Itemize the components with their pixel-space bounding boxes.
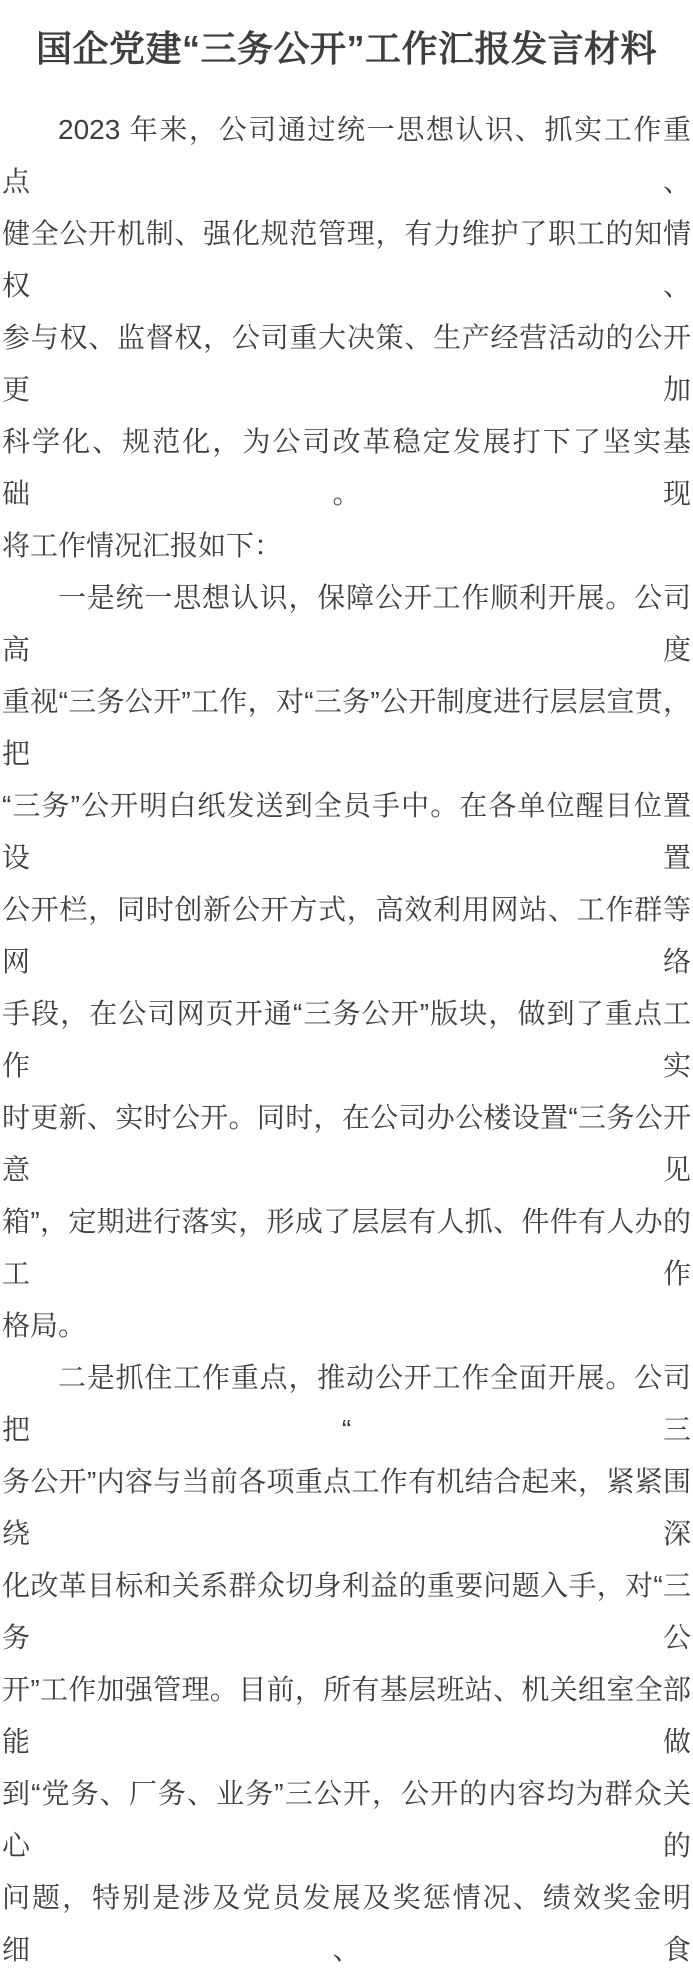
text-line: 务公开”内容与当前各项重点工作有机结合起来，紧紧围绕深 (2, 1466, 691, 1549)
text-line: 箱”，定期进行落实，形成了层层有人抓、件件有人办的工作 (2, 1206, 691, 1289)
text-line: 时更新、实时公开。同时，在公司办公楼设置“三务公开意见 (2, 1102, 691, 1185)
text-line: 到“党务、厂务、业务”三公开，公开的内容均为群众关心的 (2, 1778, 691, 1861)
paragraph (2, 572, 691, 1352)
text-line: 参与权、监督权，公司重大决策、生产经营活动的公开更加 (2, 322, 691, 405)
text-line: 2023 年来，公司通过统一思想认识、抓实工作重点、 (2, 114, 691, 197)
text-line: 手段，在公司网页开通“三务公开”版块，做到了重点工作实 (2, 998, 691, 1081)
text-line: 一是统一思想认识，保障公开工作顺利开展。公司高度 (2, 582, 691, 665)
text-line: 将工作情况汇报如下： (2, 530, 283, 561)
text-line: 开”工作加强管理。目前，所有基层班站、机关组室全部能做 (2, 1674, 691, 1757)
paragraph (2, 1352, 691, 1976)
text-line: 格局。 (2, 1310, 87, 1341)
text-line: 科学化、规范化，为公司改革稳定发展打下了坚实基础。现 (2, 426, 691, 509)
text-line: 二是抓住工作重点，推动公开工作全面开展。公司把“三 (2, 1362, 691, 1445)
text-line: 公开栏，同时创新公开方式，高效利用网站、工作群等网络 (2, 894, 691, 977)
document-title: 国企党建“三务公开”工作汇报发言材料 (35, 28, 657, 69)
text-line: “三务”公开明白纸发送到全员手中。在各单位醒目位置设置 (2, 790, 691, 873)
text-line: 重视“三务公开”工作，对“三务”公开制度进行层层宣贯，把 (2, 686, 691, 769)
paragraph (2, 104, 691, 572)
text-line: 问题，特别是涉及党员发展及奖惩情况、绩效奖金明细、食 (2, 1882, 691, 1965)
document-body (2, 104, 691, 1976)
text-line: 化改革目标和关系群众切身利益的重要问题入手，对“三务公 (2, 1570, 691, 1653)
text-line: 健全公开机制、强化规范管理，有力维护了职工的知情权、 (2, 218, 691, 301)
